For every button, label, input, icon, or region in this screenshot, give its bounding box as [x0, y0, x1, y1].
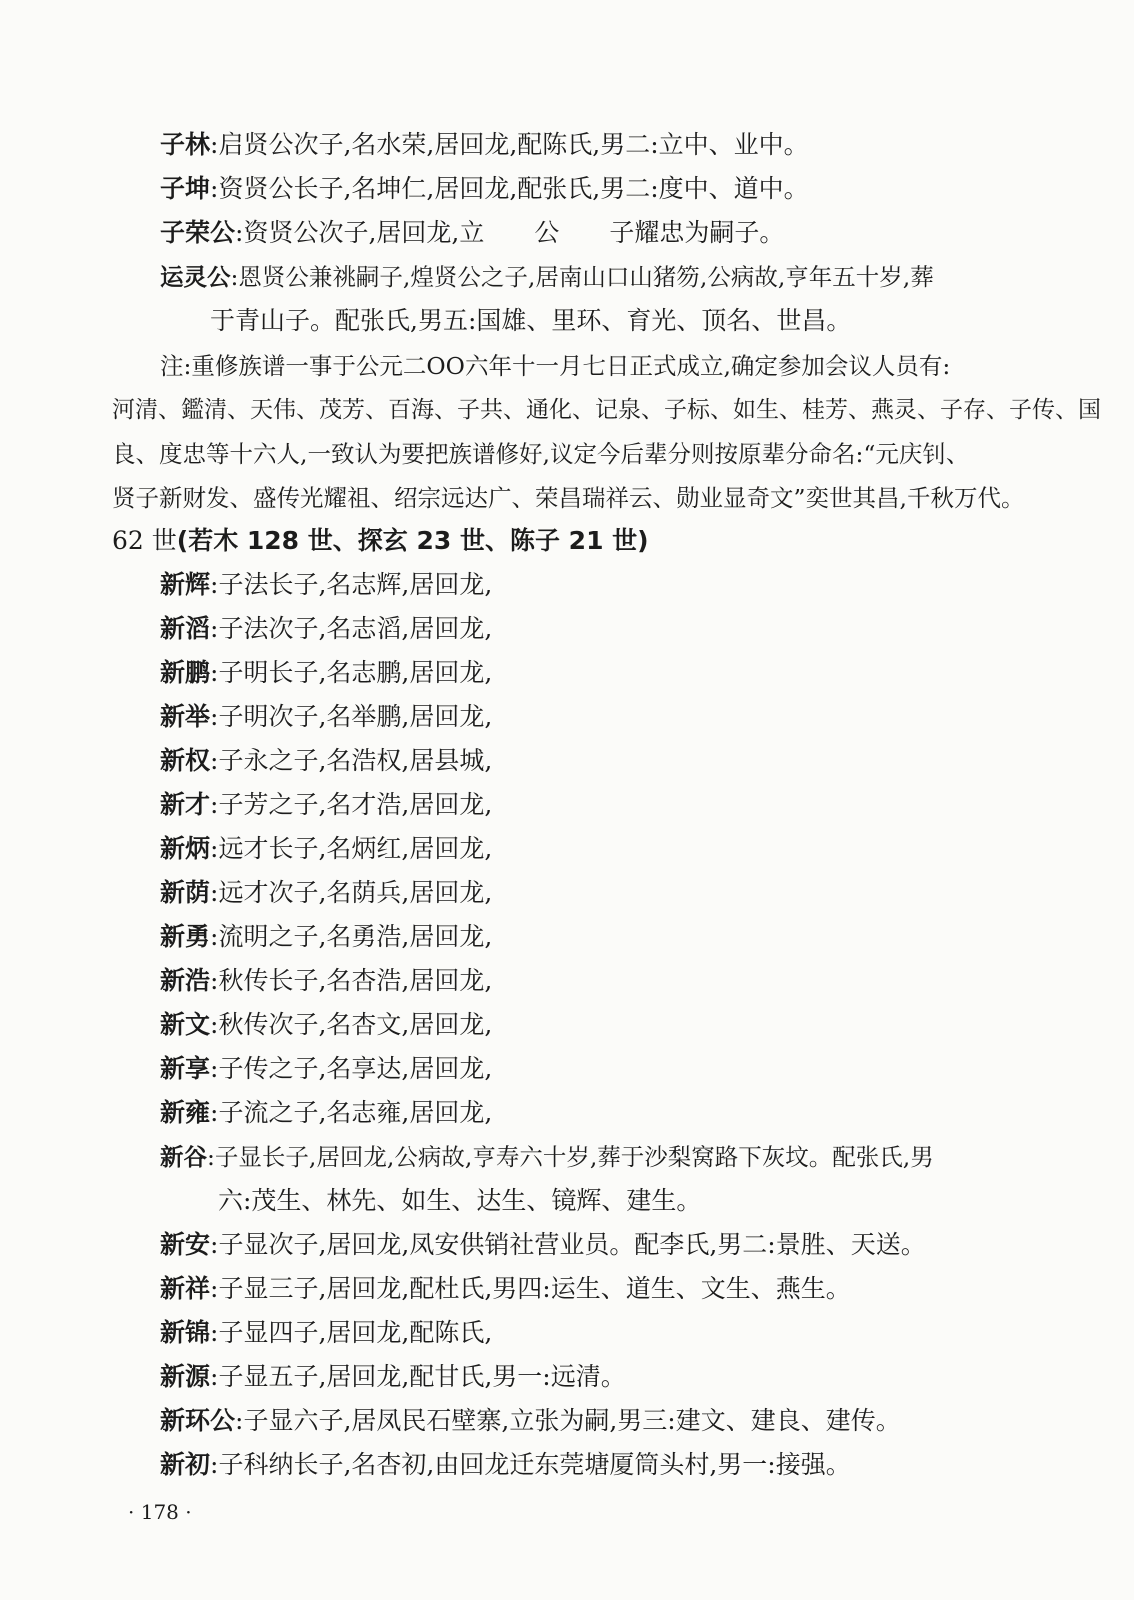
entry-line	[160, 832, 492, 866]
entry-text: :子显六子,居凤民石壁寨,立张为嗣,男三:建文、建良、建传。	[235, 1406, 901, 1435]
entry-text: :子法长子,名志辉,居回龙,	[210, 570, 493, 599]
entry-text: :远才次子,名荫兵,居回龙,	[210, 878, 493, 907]
entry-name: 新享	[160, 1054, 211, 1083]
entry-text: :子法次子,名志滔,居回龙,	[210, 614, 493, 643]
entry-text: :启贤公次子,名水荣,居回龙,配陈氏,男二:立中、业中。	[210, 130, 809, 159]
entry-text: :子明次子,名举鹏,居回龙,	[210, 702, 493, 731]
entry-line	[160, 172, 809, 206]
entry-text: :子显四子,居回龙,配陈氏,	[210, 1318, 493, 1347]
entry-name: 新滔	[160, 614, 211, 643]
entry-line	[160, 1272, 851, 1306]
note-text: 良、度忠等十六人,一致认为要把族谱修好,议定今后辈分则按原辈分命名:“元庆钊、	[112, 440, 970, 468]
entry-name: 新荫	[160, 878, 211, 907]
entry-continuation	[210, 304, 851, 338]
continuation-text: 于青山子。配张氏,男五:国雄、里环、育光、顶名、世昌。	[210, 306, 852, 335]
generation-heading	[112, 524, 649, 558]
entry-text: :子科纳长子,名杏初,由回龙迁东莞塘厦筒头村,男一:接强。	[210, 1450, 851, 1479]
entry-line	[160, 1140, 934, 1174]
entry-text: :远才长子,名炳红,居回龙,	[210, 834, 493, 863]
entry-text: :子流之子,名志雍,居回龙,	[210, 1098, 493, 1127]
entry-text: :资贤公长子,名坤仁,居回龙,配张氏,男二:度中、道中。	[210, 174, 809, 203]
entry-line	[160, 1228, 926, 1262]
entry-line	[160, 128, 809, 162]
note-line	[112, 437, 969, 471]
entry-name: 新谷	[160, 1143, 207, 1171]
entry-text: :子芳之子,名才浩,居回龙,	[210, 790, 493, 819]
entry-text: :子明长子,名志鹏,居回龙,	[210, 658, 493, 687]
entry-text: :流明之子,名勇浩,居回龙,	[210, 922, 493, 951]
entry-name: 新环公	[160, 1406, 236, 1435]
note-line	[112, 481, 1024, 515]
entry-line	[160, 612, 492, 646]
continuation-text: 六:茂生、林先、如生、达生、镜辉、建生。	[218, 1186, 702, 1215]
entry-text: :恩贤公兼祧嗣子,煌贤公之子,居南山口山猪笏,公病故,亨年五十岁,葬	[230, 263, 934, 291]
page-number: · 178 ·	[128, 1500, 192, 1524]
note-line	[160, 349, 950, 383]
note-text: 河清、鑑清、天伟、茂芳、百海、子共、通化、记泉、子标、如生、桂芳、燕灵、子存、子传、国	[112, 397, 1101, 423]
entry-text: :子显三子,居回龙,配杜氏,男四:运生、道生、文生、燕生。	[210, 1274, 851, 1303]
entry-name: 新炳	[160, 834, 211, 863]
entry-name: 新安	[160, 1230, 211, 1259]
entry-line	[160, 1096, 492, 1130]
entry-name: 新权	[160, 746, 211, 775]
entry-line	[160, 1052, 492, 1086]
entry-name: 新才	[160, 790, 211, 819]
generation-detail: (若木 128 世、探玄 23 世、陈子 21 世)	[176, 526, 649, 555]
entry-name: 新勇	[160, 922, 211, 951]
entry-line	[160, 1360, 626, 1394]
entry-text: :子显次子,居回龙,凤安供销社营业员。配李氏,男二:景胜、天送。	[210, 1230, 926, 1259]
entry-line	[160, 1008, 492, 1042]
entry-name: 新浩	[160, 966, 211, 995]
entry-line	[160, 656, 492, 690]
note-line	[112, 393, 1101, 427]
entry-line	[160, 700, 492, 734]
entry-text: :秋传长子,名杏浩,居回龙,	[210, 966, 493, 995]
entry-line	[160, 568, 492, 602]
entry-name: 新祥	[160, 1274, 211, 1303]
entry-name: 新鹏	[160, 658, 211, 687]
entry-line	[160, 1316, 492, 1350]
entry-continuation	[218, 1184, 701, 1218]
entry-line	[160, 788, 492, 822]
entry-line	[160, 964, 492, 998]
entry-name: 子荣公	[160, 218, 236, 247]
entry-text: :资贤公次子,居回龙,立 公 子耀忠为嗣子。	[235, 218, 785, 247]
note-text: 注:重修族谱一事于公元二OO六年十一月七日正式成立,确定参加会议人员有:	[160, 352, 951, 380]
entry-line	[160, 920, 492, 954]
entry-name: 新源	[160, 1362, 211, 1391]
entry-line	[160, 876, 492, 910]
entry-name: 新辉	[160, 570, 211, 599]
entry-name: 新文	[160, 1010, 211, 1039]
entry-text: :子永之子,名浩权,居县城,	[210, 746, 493, 775]
entry-line	[160, 1448, 851, 1482]
entry-line	[160, 1404, 901, 1438]
entry-line	[160, 260, 934, 294]
entry-line	[160, 216, 784, 250]
entry-name: 新锦	[160, 1318, 211, 1347]
entry-name: 新初	[160, 1450, 211, 1479]
entry-text: :子显长子,居回龙,公病故,亨寿六十岁,葬于沙梨窝路下灰坟。配张氏,男	[207, 1143, 934, 1171]
entry-name: 子林	[160, 130, 211, 159]
entry-line	[160, 744, 492, 778]
entry-text: :秋传次子,名杏文,居回龙,	[210, 1010, 493, 1039]
entry-name: 新雍	[160, 1098, 211, 1127]
generation-number: 62 世	[112, 526, 177, 555]
entry-name: 子坤	[160, 174, 211, 203]
entry-text: :子显五子,居回龙,配甘氏,男一:远清。	[210, 1362, 626, 1391]
note-text: 贤子新财发、盛传光耀祖、绍宗远达广、荣昌瑞祥云、勋业显奇文”奕世其昌,千秋万代。	[112, 484, 1025, 512]
entry-name: 运灵公	[160, 263, 231, 291]
entry-text: :子传之子,名享达,居回龙,	[210, 1054, 493, 1083]
entry-name: 新举	[160, 702, 211, 731]
